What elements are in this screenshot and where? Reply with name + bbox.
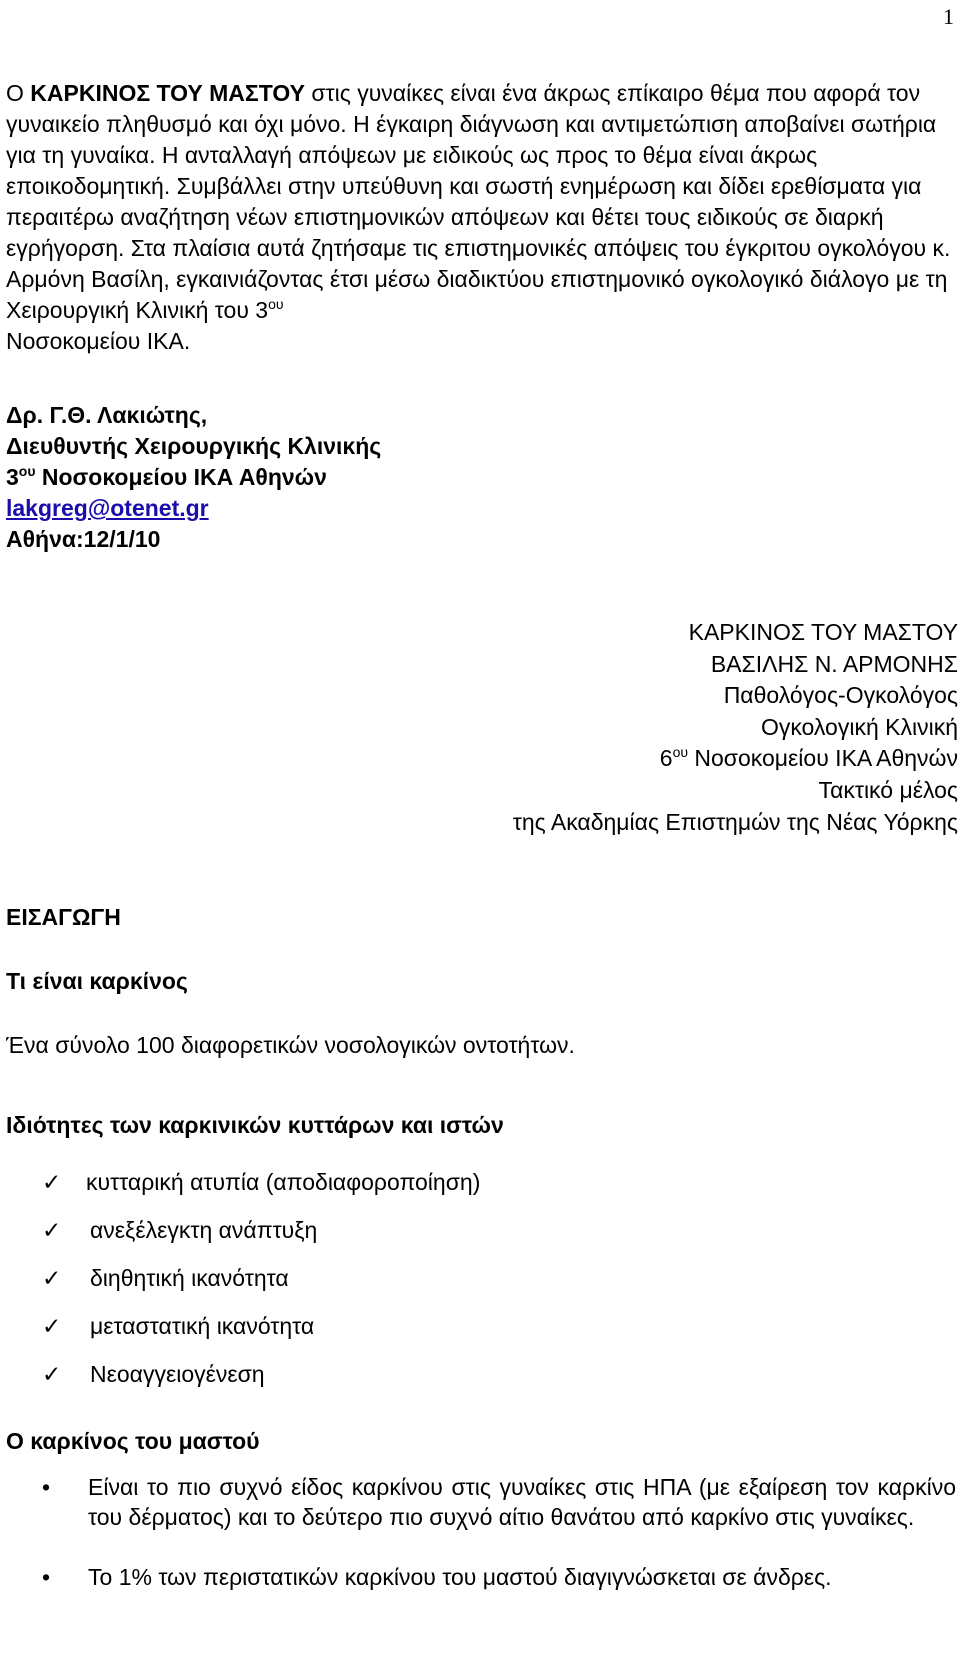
- author-hospital-sup: ου: [672, 744, 689, 761]
- author-academy: της Ακαδημίας Επιστημών της Νέας Υόρκης: [512, 808, 958, 835]
- check-mark-icon: ✓: [42, 1361, 62, 1387]
- author-membership: Τακτικό μέλος: [818, 776, 958, 803]
- list-item: [40, 1562, 956, 1592]
- article-header-block: [513, 617, 958, 838]
- check-mark-icon: ✓: [42, 1169, 62, 1195]
- signature-hospital-num: 3: [6, 464, 19, 490]
- list-item-text: μεταστατική ικανότητα: [90, 1313, 315, 1339]
- list-item-text: ανεξέλεγκτη ανάπτυξη: [90, 1217, 318, 1243]
- bullet-dot-icon: •: [42, 1474, 51, 1500]
- check-mark-icon: ✓: [42, 1265, 62, 1291]
- intro-lead-prefix: Ο: [6, 80, 31, 106]
- list-item-text: κυτταρική ατυπία (αποδιαφοροποίηση): [86, 1169, 481, 1195]
- list-item: [40, 1472, 956, 1532]
- list-item-text: Είναι το πιο συχνό είδος καρκίνου στις γυναίκες στις ΗΠΑ (με εξαίρεση τον καρκίνο του δέρματος) και το δεύτερο πιο συχνό αίτιο θανάτου από καρκίνο στις γυναίκες.: [88, 1474, 956, 1530]
- what-is-cancer-text: Ένα σύνολο 100 διαφορετικών νοσολογικών οντοτήτων.: [6, 1032, 575, 1058]
- signature-block: [6, 400, 381, 555]
- signature-email-link[interactable]: lakgreg@otenet.gr: [6, 495, 209, 521]
- list-item-text: διηθητική ικανότητα: [90, 1265, 289, 1291]
- intro-text: στις γυναίκες είναι ένα άκρως επίκαιρο θέμα που αφορά τον γυναικείο πληθυσμό και όχι μόνο. Η έγκαιρη διάγνωση και αντιμετώπιση αποβαίνει σωτήρια για τη γυναίκα. Η ανταλλαγή απόψεων με ειδικούς ως προς το θέμα είναι άκρως εποικοδομητική. Συμβάλλει στην υπεύθυνη και σωστή ενημέρωση και δίδει ερεθίσματα για περαιτέρω αναζήτηση νέων επιστημονικών απόψεων και θέτει τους ειδικούς σε διαρκή εγρήγορση. Στα πλαίσια αυτά ζητήσαμε τις επιστημονικές απόψεις του έγκριτου ογκολόγου κ. Αρμόνη Βασίλη, εγκαινιάζοντας έτσι μέσω διαδικτύου επιστημονικό ογκολογικό διάλογο με τη Χειρουργική Κλινική του 3: [6, 80, 951, 323]
- intro-bold-lead: ΚΑΡΚΙΝΟΣ ΤΟΥ ΜΑΣΤΟΥ: [30, 80, 305, 106]
- signature-date: Αθήνα:12/1/10: [6, 526, 161, 552]
- author-clinic: Ογκολογική Κλινική: [760, 713, 958, 740]
- heading-breast-cancer: Ο καρκίνος του μαστού: [6, 1428, 260, 1454]
- page-number: 1: [943, 4, 954, 29]
- intro-tail: Νοσοκομείου ΙΚΑ.: [6, 328, 191, 354]
- heading-what-is-cancer: Τι είναι καρκίνος: [6, 968, 188, 994]
- intro-paragraph: [6, 78, 956, 357]
- signature-hospital-sup: ου: [18, 463, 36, 479]
- author-hospital-num: 6: [659, 745, 673, 772]
- breast-cancer-points: [40, 1472, 956, 1592]
- author-specialty: Παθολόγος-Ογκολόγος: [723, 682, 958, 709]
- list-item-text: Το 1% των περιστατικών καρκίνου του μαστού διαγιγνώσκεται σε άνδρες.: [88, 1564, 832, 1590]
- author-hospital: [513, 743, 958, 775]
- check-mark-icon: ✓: [42, 1217, 62, 1243]
- list-item-text: Νεοαγγειογένεση: [90, 1361, 265, 1387]
- article-title: ΚΑΡΚΙΝΟΣ ΤΟΥ ΜΑΣΤΟΥ: [688, 619, 958, 645]
- signature-hospital-rest: Νοσοκομείου ΙΚΑ Αθηνών: [35, 464, 327, 490]
- signature-hospital: [6, 462, 381, 493]
- intro-sup: ου: [268, 296, 284, 312]
- heading-introduction: ΕΙΣΑΓΩΓΗ: [6, 904, 121, 930]
- article-author: ΒΑΣΙΛΗΣ Ν. ΑΡΜΟΝΗΣ: [710, 650, 958, 677]
- author-hospital-rest: Νοσοκομείου ΙΚΑ Αθηνών: [688, 745, 958, 772]
- bullet-dot-icon: •: [42, 1564, 51, 1590]
- signature-role: Διευθυντής Χειρουργικής Κλινικής: [6, 433, 382, 459]
- heading-properties: Ιδιότητες των καρκινικών κυττάρων και ιστών: [6, 1112, 504, 1138]
- signature-name: Δρ. Γ.Θ. Λακιώτης,: [6, 402, 208, 428]
- check-mark-icon: ✓: [42, 1313, 62, 1339]
